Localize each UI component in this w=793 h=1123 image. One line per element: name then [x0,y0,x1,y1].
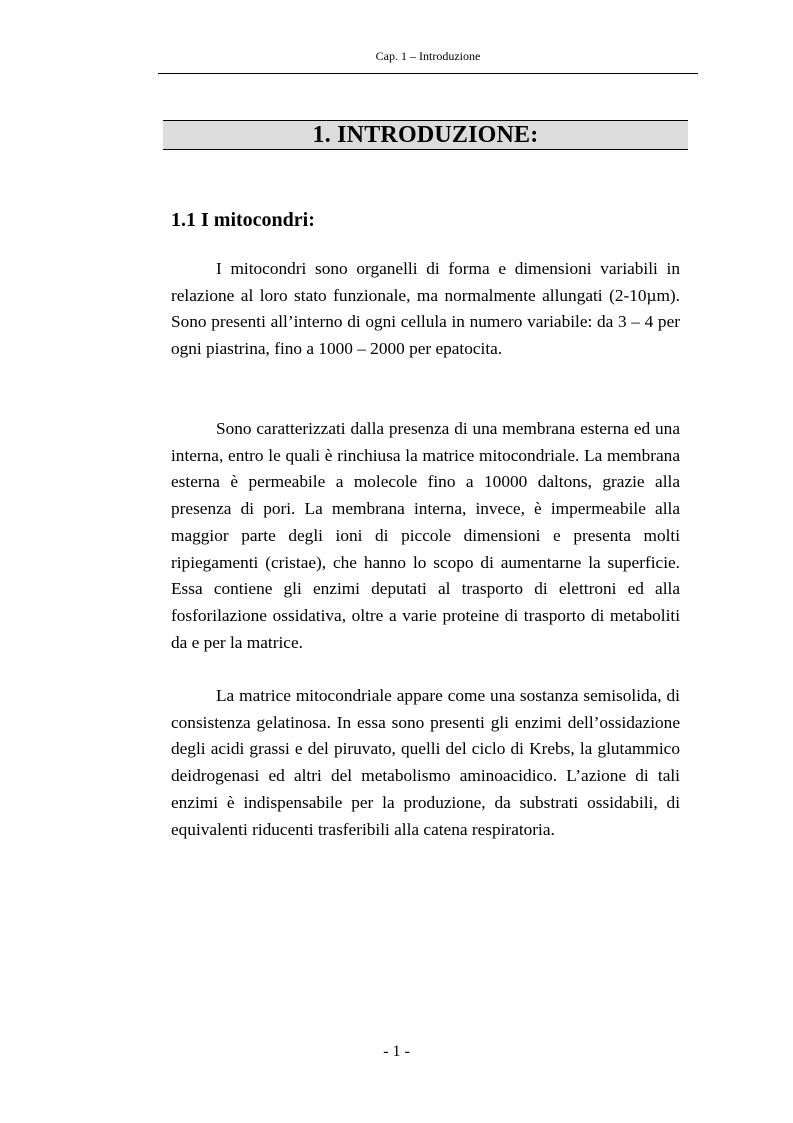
running-title: Cap. 1 – Introduzione [375,49,481,63]
paragraph [171,256,680,363]
running-header [158,47,698,74]
paragraph [171,416,680,656]
chapter-title-bar [163,120,688,150]
paragraph [171,683,680,843]
page-number: - 1 - [383,1043,410,1060]
paragraph-text: Sono caratterizzati dalla presenza di una membrana esterna ed una interna, entro le quali è rinchiusa la matrice mitocondriale. La membrana esterna è permeabile a molecole fino a 10000 daltons, grazie alla presenza di pori. La membrana interna, invece, è impermeabile alla maggior parte degli ioni di piccole dimensioni e presenta molti ripiegamenti (cristae), che hanno lo scopo di aumentarne la superficie. Essa contiene gli enzimi deputati al trasporto di elettroni ed alla fosforilazione ossidativa, oltre a varie proteine di trasporto di metaboliti da e per la matrice. [171,419,680,652]
paragraph-text: La matrice mitocondriale appare come una sostanza semisolida, di consistenza gelatinosa. In essa sono presenti gli enzimi dell’ossidazione degli acidi grassi e del piruvato, quelli del ciclo di Krebs, la glutammico deidrogenasi ed altri del metabolismo aminoacidico. L’azione di tali enzimi è indispensabile per la produzione, da substrati ossidabili, di equivalenti riducenti trasferibili alla catena respiratoria. [171,686,680,839]
paragraph-text: I mitocondri sono organelli di forma e dimensioni variabili in relazione al loro stato funzionale, ma normalmente allungati (2-10µm). Sono presenti all’interno di ogni cellula in numero variabile: da 3 – 4 per ogni piastrina, fino a 1000 – 2000 per epatocita. [171,259,680,359]
section-title: 1.1 I mitocondri: [171,209,315,231]
chapter-title: 1. INTRODUZIONE: [312,122,539,148]
